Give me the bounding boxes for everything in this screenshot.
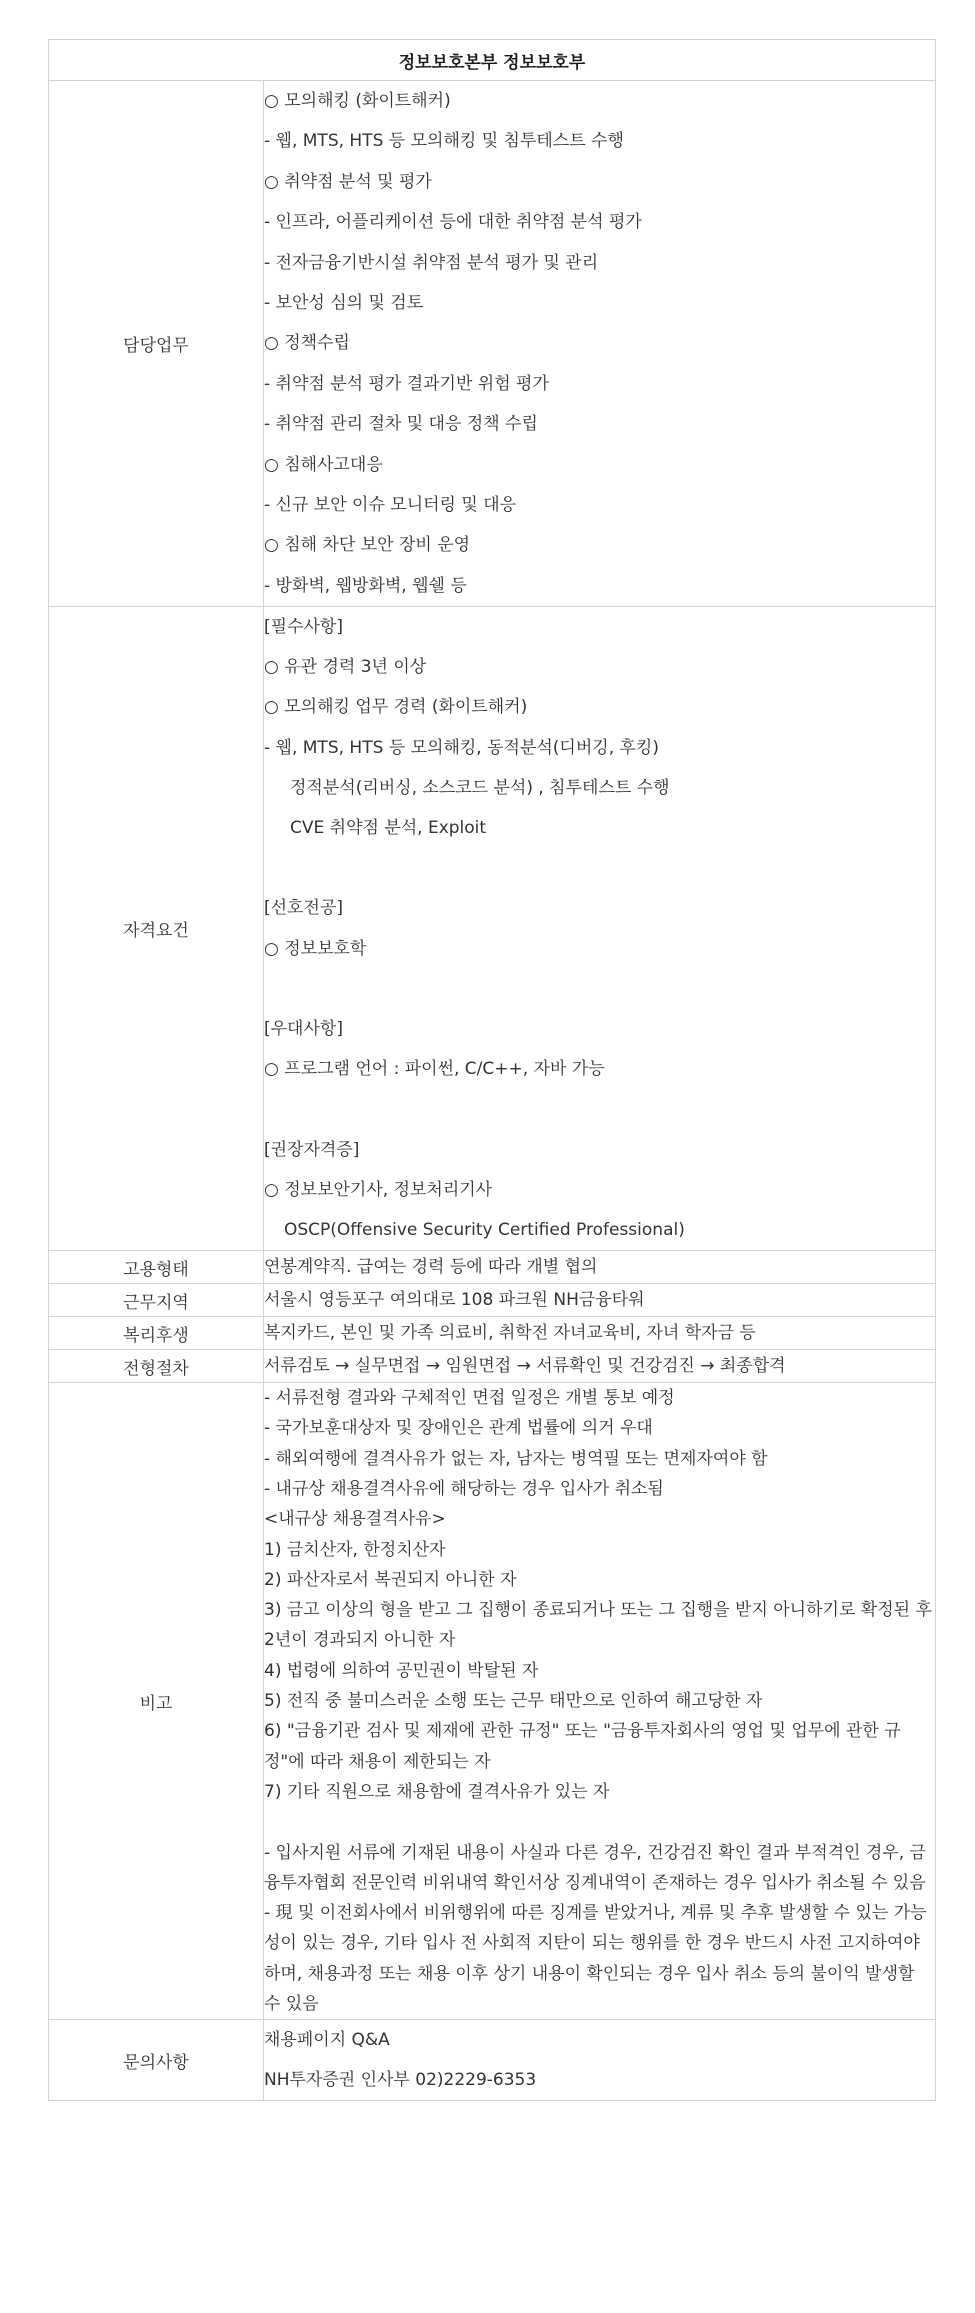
certs-item: ○ 정보보안기사, 정보처리기사	[264, 1179, 493, 1200]
spacer	[264, 1089, 935, 1129]
notes-row	[49, 1383, 936, 2020]
qualifications-content	[264, 607, 936, 1251]
benefits-label: 복리후생	[49, 1317, 264, 1350]
note-line: 1) 금치산자, 한정치산자	[264, 1539, 446, 1560]
work-location-value	[264, 1284, 936, 1317]
note-line: 5) 전직 중 불미스러운 소행 또는 근무 태만으로 인하여 해고당한 자	[264, 1691, 763, 1712]
contact-label: 문의사항	[49, 2020, 264, 2101]
preferred-item: ○ 프로그램 언어 : 파이썬, C/C++, 자바 가능	[264, 1059, 605, 1080]
required-header: [필수사항]	[264, 617, 343, 638]
duty-line: ○ 취약점 분석 및 평가	[264, 171, 432, 192]
process-row	[49, 1350, 936, 1383]
duties-content	[264, 81, 936, 607]
employment-type-text: 연봉계약직. 급여는 경력 등에 따라 개별 협의	[264, 1257, 598, 1278]
note-line: - 국가보훈대상자 및 장애인은 관계 법률에 의거 우대	[264, 1418, 653, 1439]
duty-line: - 방화벽, 웹방화벽, 웹쉘 등	[264, 575, 467, 596]
note-paragraph: - 現 및 이전회사에서 비위행위에 따른 징계를 받았거나, 계류 및 추후 발생할 수 있는 가능성이 있는 경우, 기타 입사 전 사회적 지탄이 되는 행위를 한 경우 반드시 사전 고지하여야 하며, 채용과정 또는 채용 이후 상기 내용이 확인되는 경우 입사 취소 등의 불이익 발생할 수 있음	[264, 1903, 927, 2015]
title-row	[49, 40, 936, 81]
note-line: 4) 법령에 의하여 공민권이 박탈된 자	[264, 1660, 539, 1681]
process-text: 서류검토 → 실무면접 → 임원면접 → 서류확인 및 건강검진 → 최종합격	[264, 1356, 786, 1377]
spacer	[264, 969, 935, 1009]
spacer	[264, 1807, 935, 1837]
duty-line: ○ 모의해킹 (화이트해커)	[264, 91, 451, 111]
required-item: ○ 유관 경력 3년 이상	[264, 657, 427, 678]
duty-line: - 취약점 분석 평가 결과기반 위험 평가	[264, 373, 549, 394]
contact-line: 채용페이지 Q&A	[264, 2030, 390, 2051]
employment-type-label: 고용형태	[49, 1251, 264, 1284]
duty-line: - 웹, MTS, HTS 등 모의해킹 및 침투테스트 수행	[264, 131, 624, 152]
notes-label: 비고	[49, 1383, 264, 2020]
contact-content	[264, 2020, 936, 2101]
note-line: 6) "금융기관 검사 및 제재에 관한 규정" 또는 "금융투자회사의 영업 및 업무에 관한 규정"에 따라 채용이 제한되는 자	[264, 1721, 901, 1772]
qualifications-label: 자격요건	[49, 607, 264, 1251]
contact-line: NH투자증권 인사부 02)2229-6353	[264, 2070, 537, 2091]
benefits-text: 복지카드, 본인 및 가족 의료비, 취학전 자녀교육비, 자녀 학자금 등	[264, 1323, 756, 1344]
employment-type-value	[264, 1251, 936, 1284]
spacer	[264, 848, 935, 888]
note-line: <내규상 채용결격사유>	[264, 1509, 446, 1530]
work-location-label: 근무지역	[49, 1284, 264, 1317]
notes-content	[264, 1383, 936, 2020]
note-line: - 해외여행에 결격사유가 없는 자, 남자는 병역필 또는 면제자여야 함	[264, 1448, 768, 1469]
certs-item-extra: OSCP(Offensive Security Certified Professional)	[284, 1219, 685, 1240]
qualifications-row	[49, 607, 936, 1251]
certs-header: [권장자격증]	[264, 1139, 360, 1160]
preferred-major: ○ 정보보호학	[264, 938, 367, 959]
process-value	[264, 1350, 936, 1383]
duties-row	[49, 81, 936, 607]
work-location-text: 서울시 영등포구 여의대로 108 파크원 NH금융타워	[264, 1290, 645, 1311]
duties-label: 담당업무	[49, 81, 264, 607]
note-line: - 내규상 채용결격사유에 해당하는 경우 입사가 취소됨	[264, 1478, 664, 1499]
duty-line: - 전자금융기반시설 취약점 분석 평가 및 관리	[264, 252, 599, 273]
required-item: ○ 모의해킹 업무 경력 (화이트해커)	[264, 697, 528, 718]
benefits-value	[264, 1317, 936, 1350]
duty-line: ○ 침해 차단 보안 장비 운영	[264, 535, 471, 556]
note-line: 2) 파산자로서 복권되지 아니한 자	[264, 1569, 517, 1590]
note-line: - 서류전형 결과와 구체적인 면접 일정은 개별 통보 예정	[264, 1388, 675, 1409]
department-title: 정보보호본부 정보보호부	[49, 40, 936, 81]
duty-line: ○ 침해사고대응	[264, 454, 383, 475]
process-label: 전형절차	[49, 1350, 264, 1383]
note-line: 3) 금고 이상의 형을 받고 그 집행이 종료되거나 또는 그 집행을 받지 아니하기로 확정된 후 2년이 경과되지 아니한 자	[264, 1600, 932, 1651]
benefits-row	[49, 1317, 936, 1350]
required-item: - 웹, MTS, HTS 등 모의해킹, 동적분석(디버깅, 후킹)	[264, 737, 659, 758]
duty-line: - 인프라, 어플리케이션 등에 대한 취약점 분석 평가	[264, 212, 642, 233]
work-location-row	[49, 1284, 936, 1317]
note-paragraph: - 입사지원 서류에 기재된 내용이 사실과 다른 경우, 건강검진 확인 결과 부적격인 경우, 금융투자협회 전문인력 비위내역 확인서상 징계내역이 존재하는 경우 입사가 취소될 수 있음	[264, 1842, 926, 1893]
job-posting-table	[48, 39, 936, 2101]
required-item-continued: 정적분석(리버싱, 소스코드 분석) , 침투테스트 수행	[290, 777, 670, 798]
duty-line: - 신규 보안 이슈 모니터링 및 대응	[264, 494, 517, 515]
note-line: 7) 기타 직원으로 채용함에 결격사유가 있는 자	[264, 1781, 610, 1802]
employment-type-row	[49, 1251, 936, 1284]
contact-row	[49, 2020, 936, 2101]
duty-line: - 취약점 관리 절차 및 대응 정책 수립	[264, 414, 538, 435]
duty-line: - 보안성 심의 및 검토	[264, 292, 424, 313]
preferred-header: [우대사항]	[264, 1018, 343, 1039]
required-item-continued: CVE 취약점 분석, Exploit	[290, 818, 487, 839]
duty-line: ○ 정책수립	[264, 333, 350, 354]
preferred-major-header: [선호전공]	[264, 898, 343, 919]
